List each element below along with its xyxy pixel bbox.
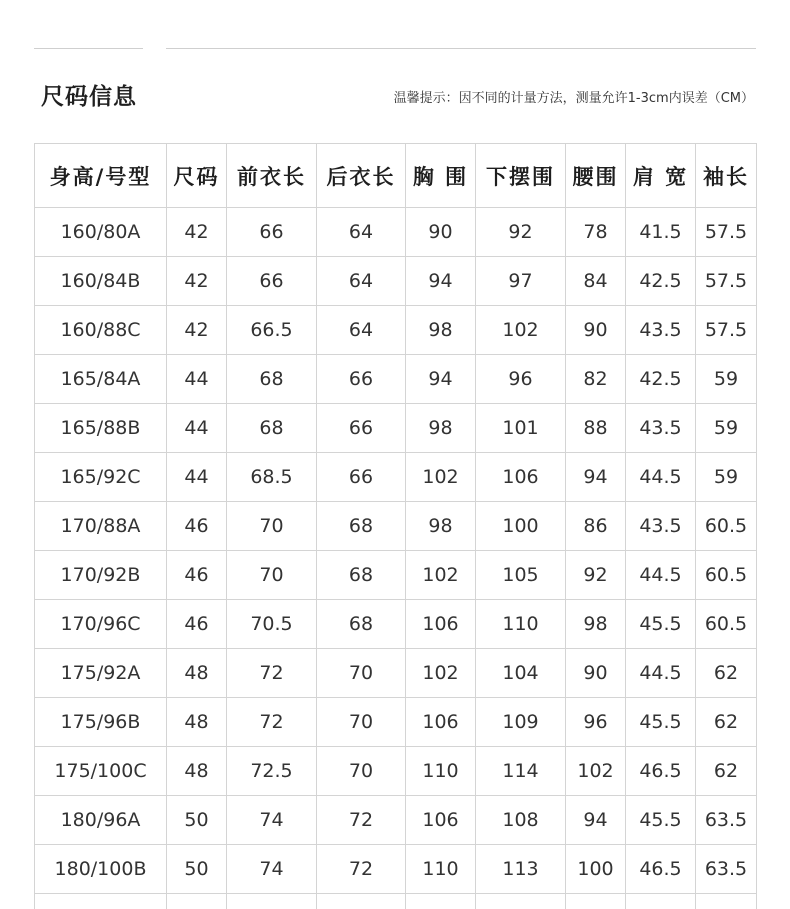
table-row bbox=[35, 208, 757, 257]
cell-sleeve: 62 bbox=[696, 747, 757, 796]
cell-front-length: 70 bbox=[227, 551, 317, 600]
cell-empty bbox=[317, 894, 406, 909]
table-row bbox=[35, 306, 757, 355]
cell-waist: 82 bbox=[566, 355, 626, 404]
cell-height-type: 160/80A bbox=[35, 208, 167, 257]
table-body bbox=[35, 208, 757, 909]
cell-back-length: 66 bbox=[317, 404, 406, 453]
size-table bbox=[34, 143, 757, 909]
cell-shoulder: 42.5 bbox=[626, 355, 696, 404]
table-row-partial bbox=[35, 894, 757, 909]
cell-front-length: 68 bbox=[227, 404, 317, 453]
table-row bbox=[35, 796, 757, 845]
cell-sleeve: 57.5 bbox=[696, 257, 757, 306]
cell-hem: 92 bbox=[476, 208, 566, 257]
cell-empty bbox=[406, 894, 476, 909]
cell-back-length: 66 bbox=[317, 453, 406, 502]
cell-hem: 113 bbox=[476, 845, 566, 894]
cell-waist: 90 bbox=[566, 306, 626, 355]
table-row bbox=[35, 355, 757, 404]
cell-chest: 110 bbox=[406, 845, 476, 894]
cell-empty bbox=[227, 894, 317, 909]
cell-height-type: 160/84B bbox=[35, 257, 167, 306]
cell-chest: 102 bbox=[406, 453, 476, 502]
cell-height-type: 170/88A bbox=[35, 502, 167, 551]
cell-chest: 90 bbox=[406, 208, 476, 257]
cell-size: 50 bbox=[167, 796, 227, 845]
cell-shoulder: 41.5 bbox=[626, 208, 696, 257]
cell-shoulder: 45.5 bbox=[626, 698, 696, 747]
cell-shoulder: 45.5 bbox=[626, 796, 696, 845]
top-divider-left bbox=[34, 48, 143, 49]
cell-back-length: 64 bbox=[317, 306, 406, 355]
table-header-row bbox=[35, 144, 757, 208]
cell-size: 50 bbox=[167, 845, 227, 894]
cell-hem: 100 bbox=[476, 502, 566, 551]
cell-sleeve: 59 bbox=[696, 355, 757, 404]
cell-empty bbox=[696, 894, 757, 909]
cell-size: 46 bbox=[167, 502, 227, 551]
cell-hem: 102 bbox=[476, 306, 566, 355]
cell-waist: 94 bbox=[566, 796, 626, 845]
cell-back-length: 72 bbox=[317, 845, 406, 894]
cell-empty bbox=[566, 894, 626, 909]
cell-waist: 92 bbox=[566, 551, 626, 600]
cell-back-length: 64 bbox=[317, 257, 406, 306]
cell-front-length: 72 bbox=[227, 698, 317, 747]
cell-back-length: 70 bbox=[317, 698, 406, 747]
cell-sleeve: 63.5 bbox=[696, 796, 757, 845]
header-hem: 下摆围 bbox=[476, 144, 566, 208]
cell-back-length: 70 bbox=[317, 649, 406, 698]
cell-hem: 96 bbox=[476, 355, 566, 404]
cell-sleeve: 59 bbox=[696, 404, 757, 453]
table-row bbox=[35, 600, 757, 649]
cell-front-length: 68.5 bbox=[227, 453, 317, 502]
cell-front-length: 72.5 bbox=[227, 747, 317, 796]
cell-shoulder: 44.5 bbox=[626, 649, 696, 698]
cell-hem: 110 bbox=[476, 600, 566, 649]
cell-sleeve: 60.5 bbox=[696, 551, 757, 600]
cell-shoulder: 42.5 bbox=[626, 257, 696, 306]
cell-shoulder: 43.5 bbox=[626, 404, 696, 453]
cell-size: 44 bbox=[167, 355, 227, 404]
cell-front-length: 68 bbox=[227, 355, 317, 404]
cell-waist: 98 bbox=[566, 600, 626, 649]
cell-waist: 90 bbox=[566, 649, 626, 698]
top-divider-right bbox=[166, 48, 756, 49]
cell-size: 48 bbox=[167, 747, 227, 796]
cell-sleeve: 63.5 bbox=[696, 845, 757, 894]
cell-chest: 94 bbox=[406, 257, 476, 306]
cell-shoulder: 43.5 bbox=[626, 306, 696, 355]
cell-shoulder: 43.5 bbox=[626, 502, 696, 551]
cell-hem: 109 bbox=[476, 698, 566, 747]
header-size: 尺码 bbox=[167, 144, 227, 208]
cell-height-type: 160/88C bbox=[35, 306, 167, 355]
cell-height-type: 180/100B bbox=[35, 845, 167, 894]
cell-hem: 105 bbox=[476, 551, 566, 600]
cell-size: 44 bbox=[167, 404, 227, 453]
cell-height-type: 175/96B bbox=[35, 698, 167, 747]
section-title: 尺码信息 bbox=[41, 84, 137, 110]
cell-waist: 100 bbox=[566, 845, 626, 894]
cell-height-type: 170/92B bbox=[35, 551, 167, 600]
header-height-type: 身高/号型 bbox=[35, 144, 167, 208]
cell-size: 46 bbox=[167, 600, 227, 649]
header-front-length: 前衣长 bbox=[227, 144, 317, 208]
cell-front-length: 70.5 bbox=[227, 600, 317, 649]
cell-back-length: 66 bbox=[317, 355, 406, 404]
cell-height-type: 175/100C bbox=[35, 747, 167, 796]
cell-sleeve: 59 bbox=[696, 453, 757, 502]
cell-front-length: 70 bbox=[227, 502, 317, 551]
cell-shoulder: 44.5 bbox=[626, 551, 696, 600]
cell-chest: 106 bbox=[406, 796, 476, 845]
table-row bbox=[35, 747, 757, 796]
cell-front-length: 66 bbox=[227, 257, 317, 306]
cell-chest: 106 bbox=[406, 600, 476, 649]
cell-front-length: 66 bbox=[227, 208, 317, 257]
cell-height-type: 165/88B bbox=[35, 404, 167, 453]
measurement-tip: 温馨提示：因不同的计量方法，测量允许1-3cm内误差（CM） bbox=[393, 91, 754, 106]
cell-front-length: 72 bbox=[227, 649, 317, 698]
table-row bbox=[35, 257, 757, 306]
cell-size: 42 bbox=[167, 306, 227, 355]
cell-hem: 114 bbox=[476, 747, 566, 796]
cell-waist: 86 bbox=[566, 502, 626, 551]
cell-shoulder: 44.5 bbox=[626, 453, 696, 502]
table-row bbox=[35, 502, 757, 551]
cell-size: 46 bbox=[167, 551, 227, 600]
cell-shoulder: 46.5 bbox=[626, 845, 696, 894]
cell-sleeve: 62 bbox=[696, 698, 757, 747]
cell-empty bbox=[476, 894, 566, 909]
table-row bbox=[35, 404, 757, 453]
cell-chest: 110 bbox=[406, 747, 476, 796]
cell-front-length: 74 bbox=[227, 796, 317, 845]
cell-chest: 98 bbox=[406, 306, 476, 355]
cell-waist: 96 bbox=[566, 698, 626, 747]
cell-front-length: 74 bbox=[227, 845, 317, 894]
cell-size: 48 bbox=[167, 698, 227, 747]
cell-back-length: 72 bbox=[317, 796, 406, 845]
cell-size: 42 bbox=[167, 257, 227, 306]
header-shoulder: 肩 宽 bbox=[626, 144, 696, 208]
cell-height-type: 170/96C bbox=[35, 600, 167, 649]
cell-waist: 94 bbox=[566, 453, 626, 502]
cell-height-type: 175/92A bbox=[35, 649, 167, 698]
cell-sleeve: 60.5 bbox=[696, 600, 757, 649]
table-row bbox=[35, 551, 757, 600]
header-chest: 胸 围 bbox=[406, 144, 476, 208]
table-row bbox=[35, 453, 757, 502]
cell-empty bbox=[167, 894, 227, 909]
cell-chest: 98 bbox=[406, 502, 476, 551]
cell-back-length: 68 bbox=[317, 600, 406, 649]
cell-shoulder: 46.5 bbox=[626, 747, 696, 796]
cell-sleeve: 57.5 bbox=[696, 208, 757, 257]
cell-front-length: 66.5 bbox=[227, 306, 317, 355]
cell-waist: 88 bbox=[566, 404, 626, 453]
cell-chest: 106 bbox=[406, 698, 476, 747]
cell-back-length: 70 bbox=[317, 747, 406, 796]
cell-empty bbox=[35, 894, 167, 909]
cell-hem: 106 bbox=[476, 453, 566, 502]
cell-size: 44 bbox=[167, 453, 227, 502]
cell-size: 48 bbox=[167, 649, 227, 698]
cell-height-type: 165/92C bbox=[35, 453, 167, 502]
cell-back-length: 68 bbox=[317, 502, 406, 551]
cell-chest: 102 bbox=[406, 551, 476, 600]
table-row bbox=[35, 845, 757, 894]
cell-waist: 78 bbox=[566, 208, 626, 257]
cell-sleeve: 62 bbox=[696, 649, 757, 698]
header-sleeve: 袖长 bbox=[696, 144, 757, 208]
cell-back-length: 68 bbox=[317, 551, 406, 600]
cell-sleeve: 60.5 bbox=[696, 502, 757, 551]
cell-chest: 98 bbox=[406, 404, 476, 453]
cell-back-length: 64 bbox=[317, 208, 406, 257]
cell-height-type: 165/84A bbox=[35, 355, 167, 404]
cell-shoulder: 45.5 bbox=[626, 600, 696, 649]
table-row bbox=[35, 698, 757, 747]
cell-waist: 102 bbox=[566, 747, 626, 796]
cell-hem: 97 bbox=[476, 257, 566, 306]
cell-size: 42 bbox=[167, 208, 227, 257]
cell-empty bbox=[626, 894, 696, 909]
cell-chest: 94 bbox=[406, 355, 476, 404]
cell-waist: 84 bbox=[566, 257, 626, 306]
cell-sleeve: 57.5 bbox=[696, 306, 757, 355]
cell-hem: 101 bbox=[476, 404, 566, 453]
table-row bbox=[35, 649, 757, 698]
cell-height-type: 180/96A bbox=[35, 796, 167, 845]
cell-chest: 102 bbox=[406, 649, 476, 698]
cell-hem: 108 bbox=[476, 796, 566, 845]
header-waist: 腰围 bbox=[566, 144, 626, 208]
cell-hem: 104 bbox=[476, 649, 566, 698]
header-back-length: 后衣长 bbox=[317, 144, 406, 208]
